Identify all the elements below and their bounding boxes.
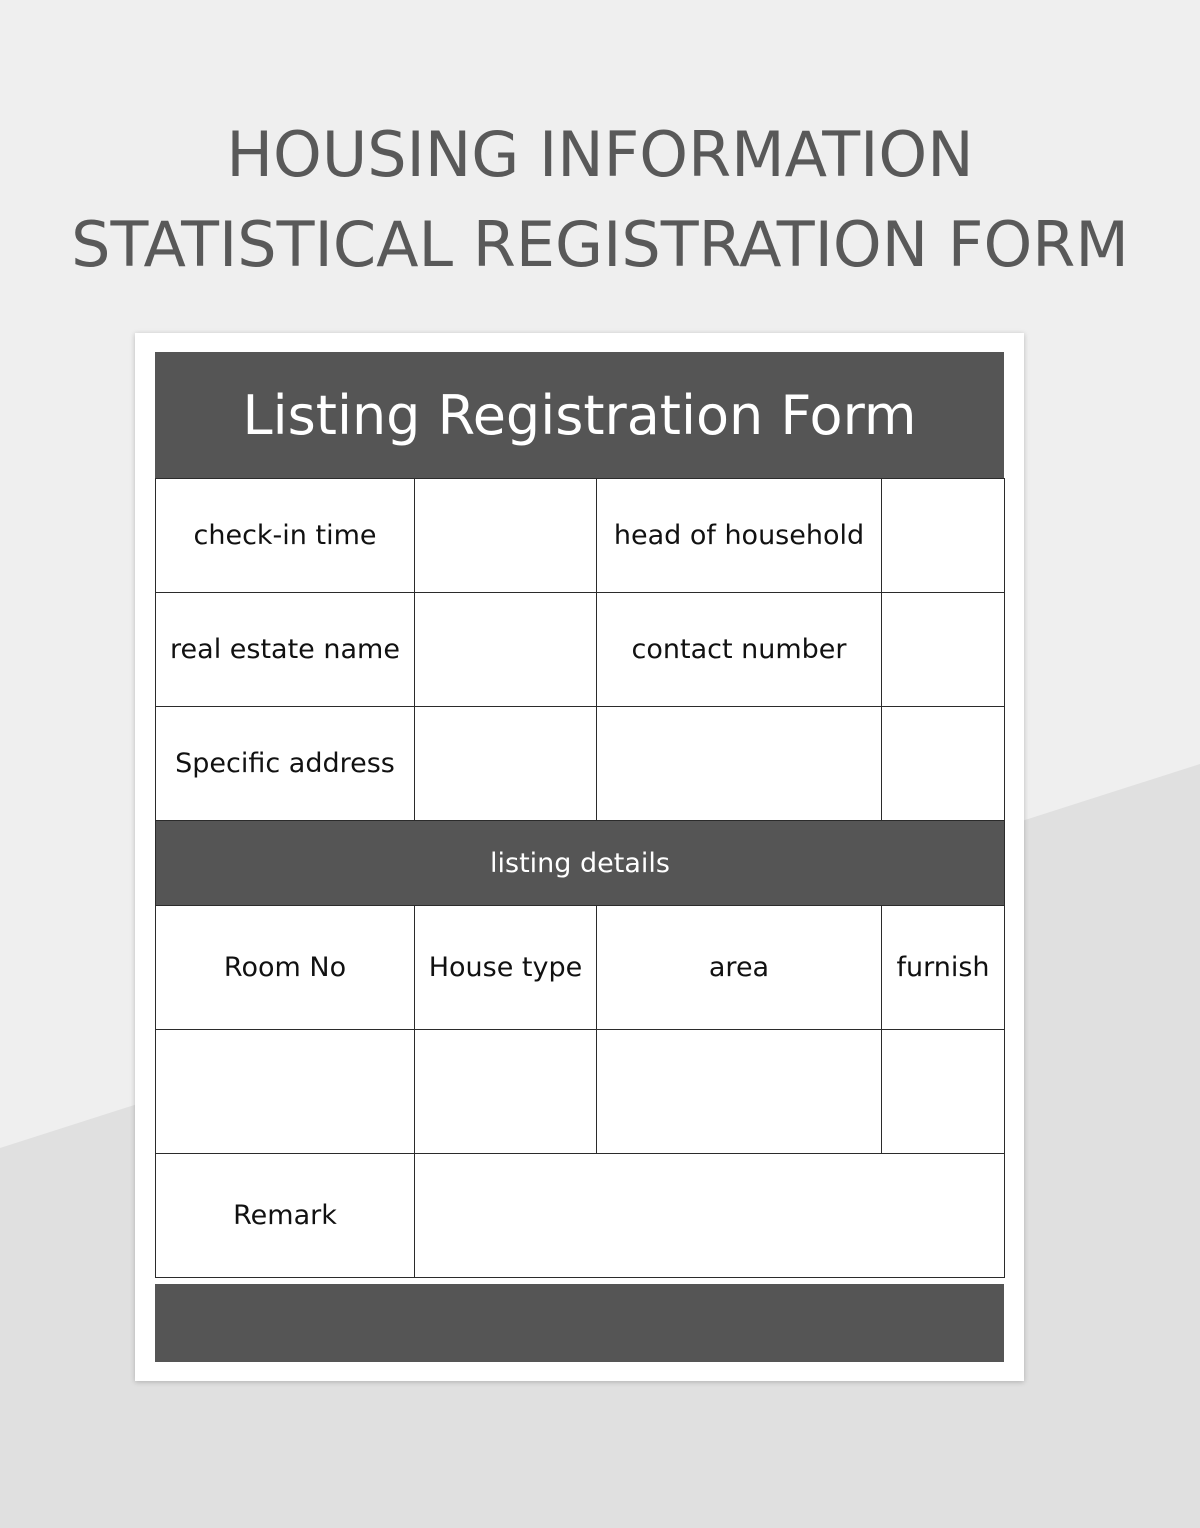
real-estate-name-field[interactable] xyxy=(415,593,597,707)
check-in-time-field[interactable] xyxy=(415,479,597,593)
table-row xyxy=(156,707,1005,821)
table-header-row xyxy=(156,906,1005,1030)
house-type-field[interactable] xyxy=(415,1030,597,1154)
remark-field[interactable] xyxy=(415,1154,1005,1278)
section-header-row xyxy=(156,821,1005,906)
remark-label: Remark xyxy=(156,1154,415,1278)
head-of-household-field[interactable] xyxy=(882,479,1005,593)
column-header-room-no: Room No xyxy=(156,906,415,1030)
column-header-furnish: furnish xyxy=(882,906,1005,1030)
real-estate-name-label: real estate name xyxy=(156,593,415,707)
column-header-area: area xyxy=(597,906,882,1030)
page-title-line-1: HOUSING INFORMATION xyxy=(226,118,974,191)
column-header-house-type: House type xyxy=(415,906,597,1030)
table-row xyxy=(156,479,1005,593)
specific-address-label: Specific address xyxy=(156,707,415,821)
contact-number-field[interactable] xyxy=(882,593,1005,707)
table-row xyxy=(156,1030,1005,1154)
table-row xyxy=(156,1154,1005,1278)
registration-table xyxy=(155,478,1005,1278)
table-row xyxy=(156,593,1005,707)
specific-address-field-extra[interactable] xyxy=(597,707,882,821)
contact-number-label: contact number xyxy=(597,593,882,707)
page-title xyxy=(0,110,1200,290)
listing-details-heading: listing details xyxy=(156,821,1005,906)
form-footer-bar xyxy=(155,1284,1004,1362)
page-title-line-2: STATISTICAL REGISTRATION FORM xyxy=(71,208,1129,281)
head-of-household-label: head of household xyxy=(597,479,882,593)
form-title: Listing Registration Form xyxy=(155,352,1004,478)
specific-address-field-extra-2[interactable] xyxy=(882,707,1005,821)
room-no-field[interactable] xyxy=(156,1030,415,1154)
area-field[interactable] xyxy=(597,1030,882,1154)
check-in-time-label: check-in time xyxy=(156,479,415,593)
specific-address-field[interactable] xyxy=(415,707,597,821)
furnish-field[interactable] xyxy=(882,1030,1005,1154)
